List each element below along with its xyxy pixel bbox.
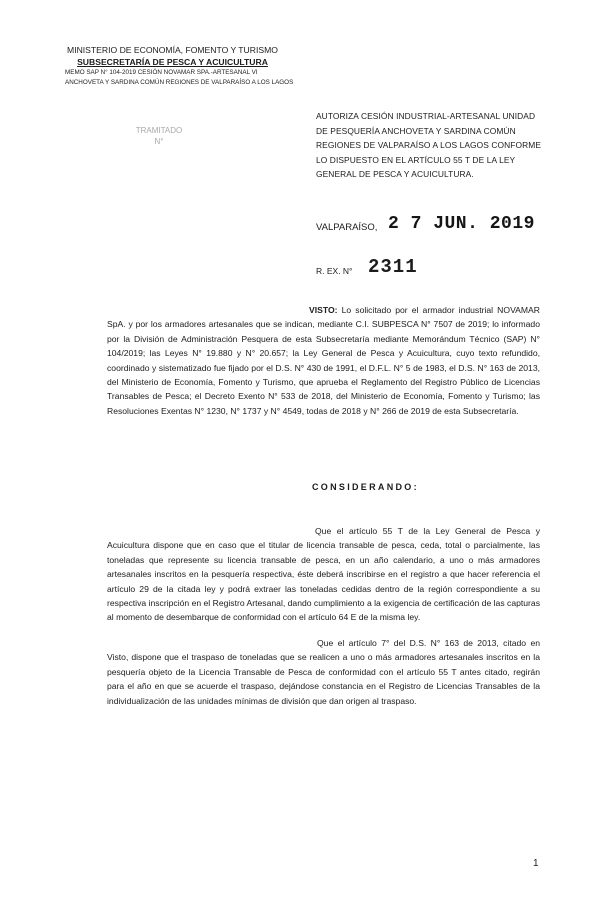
place-label: VALPARAÍSO, xyxy=(316,222,378,233)
visto-text: Lo solicitado por el armador industrial NOVAMAR SpA. y por los armadores artesanales que se indican, mediante C.I. SUBPESCA N° 7507 de 2019; lo informado por la División de Administración Pesquera de esta Subsecretaría mediante Memorándum Técnico (SAP) N° 104/2019; las Leyes N° 19.880 y N° 20.657; la Ley General de Pesca y Acuicultura, cuyo texto refundido, coordinado y sistematizado fue fijado por el D.S. N° 430 de 1991, el D.F.L. N° 5 de 1983, el D.S. N° 163 de 2013, del Ministerio de Economía, Fomento y Turismo, que aprueba el Reglamento del Registro Público de Licencias Transables de Pesca; el Decreto Exento N° 533 de 2018, del Ministerio de Economía, Fomento y Turismo; las Resoluciones Exentas N° 1230, N° 1737 y N° 4549, todas de 2018 y N° 266 de 2019 de esta Subsecretaría. xyxy=(107,305,540,416)
considerando-paragraph-1: Que el artículo 55 T de la Ley General de Pesca y Acuicultura dispone que en caso que el titular de licencia transable de pesca, ceda, total o parcialmente, las toneladas que represente su licencia transable de pesca, en un año calendario, a uno o más armadores artesanales inscritos en la pesquería respectiva, éste deberá inscribirse en el registro a que hacer referencia el artículo 29 de la citada ley y podrá extraer las toneladas cedidas dentro de la región correspondiente a su respectiva inscripción en el Registro Artesanal, dando cumplimiento a la exigencia de certificación de las capturas al momento de desembarque de conformidad con el artículo 64 E de la misma ley. xyxy=(107,526,540,623)
resolution-subject: AUTORIZA CESIÓN INDUSTRIAL-ARTESANAL UNIDAD DE PESQUERÍA ANCHOVETA Y SARDINA COMÚN REGIONES DE VALPARAÍSO A LOS LAGOS CONFORME LO DISPUESTO EN EL ARTÍCULO 55 T DE LA LEY GENERAL DE PESCA Y ACUICULTURA. xyxy=(316,111,542,180)
stamp-line-1: TRAMITADO xyxy=(135,126,183,135)
considerando-paragraph-2: Que el artículo 7° del D.S. N° 163 de 2013, citado en Visto, dispone que el traspaso de toneladas que se realicen a uno o más armadores artesanales inscritos en la pesquería objeto de la Licencia Transable de Pesca de conformidad con el artículo 55 T antes citado, regirán para el año en que se acuerde el traspaso, dejándose constancia en el Registro de Licencias Transables de la individualización de las unidades mínimas de división que dan origen al traspaso. xyxy=(107,638,540,706)
ministry-name: MINISTERIO DE ECONOMÍA, FOMENTO Y TURISMO xyxy=(67,45,278,55)
resolution-number-label: R. EX. N° xyxy=(316,266,353,276)
resolution-number: 2311 xyxy=(368,256,418,278)
reference-line-1: MEMO SAP N° 104-2019 CESIÓN NOVAMAR SPA.-ARTESANAL VI xyxy=(65,69,258,76)
visto-lead: VISTO: xyxy=(309,305,338,315)
page-number: 1 xyxy=(533,858,539,869)
reference-line-2: ANCHOVETA Y SARDINA COMÚN REGIONES DE VALPARAÍSO A LOS LAGOS xyxy=(65,79,294,86)
faded-stamp xyxy=(130,125,188,155)
subsecretaria-name: SUBSECRETARÍA DE PESCA Y ACUICULTURA xyxy=(77,57,268,67)
date-stamp: 2 7 JUN. 2019 xyxy=(388,214,535,234)
considerando-heading: CONSIDERANDO: xyxy=(312,482,419,492)
stamp-line-2: N° xyxy=(154,137,164,146)
letterhead xyxy=(65,44,325,88)
visto-paragraph xyxy=(107,303,540,418)
